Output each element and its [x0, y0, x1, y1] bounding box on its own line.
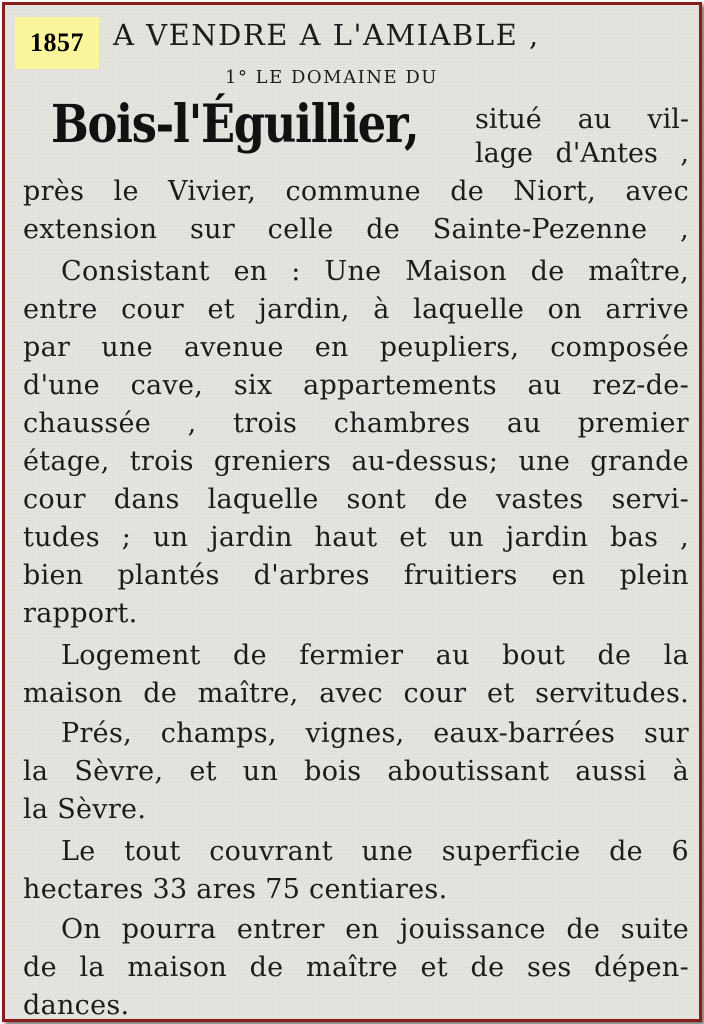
- body-line: hectares 33 ares 75 centiares.: [23, 874, 448, 905]
- heading-domain: 1° LE DOMAINE DU: [225, 67, 438, 88]
- body-line: On pourra entrer en jouissance de suite: [61, 914, 689, 945]
- body-line: dances.: [23, 990, 130, 1021]
- body-line: Consistant en : Une Maison de maître,: [61, 256, 689, 287]
- year-badge: 1857: [15, 17, 99, 69]
- body-line: la Sèvre.: [23, 794, 147, 825]
- title-side-line-1: situé au vil-: [475, 104, 689, 135]
- newspaper-clipping: [2, 2, 702, 1022]
- body-line: Le tout couvrant une superficie de 6: [61, 836, 689, 867]
- body-line: tudes ; un jardin haut et un jardin bas ,: [23, 522, 689, 553]
- body-line: par une avenue en peupliers, composée: [23, 332, 689, 363]
- body-line: extension sur celle de Sainte-Pezenne ,: [23, 214, 689, 245]
- body-line: la Sèvre, et un bois aboutissant aussi à: [23, 756, 689, 787]
- body-line: bien plantés d'arbres fruitiers en plein: [23, 560, 689, 591]
- heading-for-sale: A VENDRE A L'AMIABLE ,: [113, 18, 540, 52]
- body-line: Logement de fermier au bout de la: [61, 640, 689, 671]
- body-line: chaussée , trois chambres au premier: [23, 408, 689, 439]
- body-line: étage, trois greniers au-dessus; une grande: [23, 446, 689, 477]
- title-side-line-2: lage d'Antes ,: [475, 138, 689, 169]
- body-line: entre cour et jardin, à laquelle on arrive: [23, 294, 689, 325]
- body-line: Prés, champs, vignes, eaux-barrées sur: [61, 718, 689, 749]
- body-line: d'une cave, six appartements au rez-de-: [23, 370, 689, 401]
- body-line: maison de maître, avec cour et servitudes.: [23, 678, 689, 709]
- body-line: cour dans laquelle sont de vastes servi-: [23, 484, 689, 515]
- body-line: rapport.: [23, 598, 138, 629]
- body-line: près le Vivier, commune de Niort, avec: [23, 176, 689, 207]
- body-line: de la maison de maître et de ses dépen-: [23, 952, 689, 983]
- estate-title: Bois-l'Éguillier,: [51, 94, 419, 155]
